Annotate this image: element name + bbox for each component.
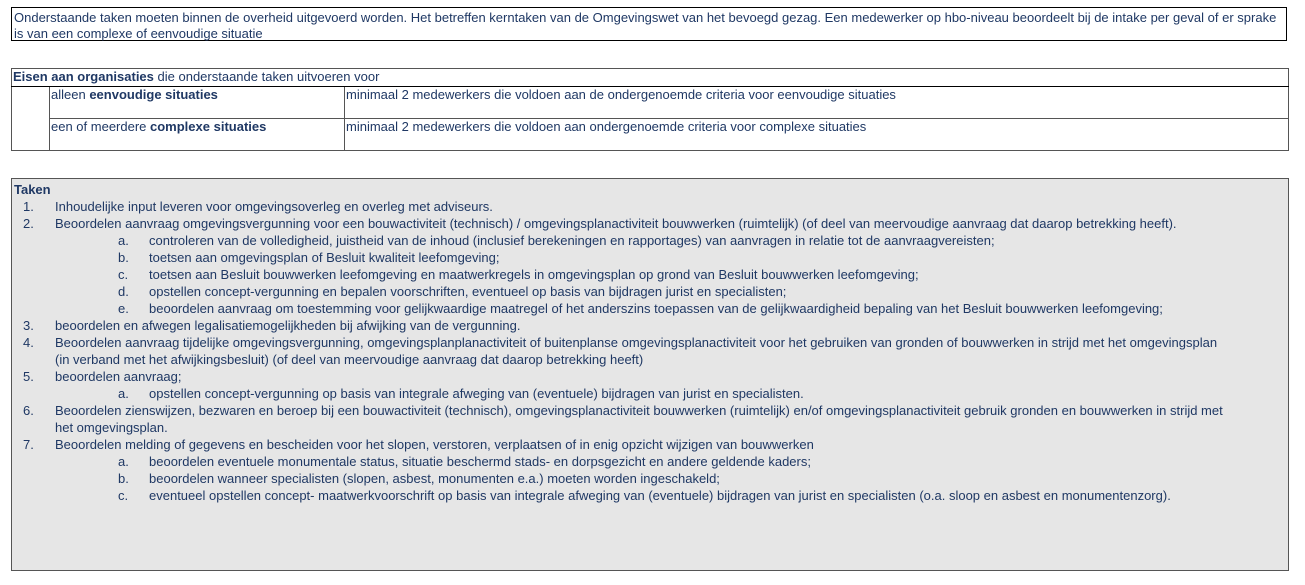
subtask-text: controleren van de volledigheid, juistheid van de inhoud (inclusief berekeningen en rapportages) van aanvragen in relatie tot de aanvraagvereisten; [149,233,995,248]
subtask-item [14,283,1286,300]
spacer-cell [12,87,50,151]
subtask-letter: d. [118,284,129,299]
task-item [14,368,1286,385]
subtask-letter: a. [118,454,129,469]
task-text: Inhoudelijke input leveren voor omgevingsoverleg en overleg met adviseurs. [55,199,493,214]
task-item [14,402,1286,436]
task-number: 3. [23,318,34,333]
subtask-letter: a. [118,386,129,401]
tasks-box [11,178,1289,571]
task-text: Beoordelen aanvraag tijdelijke omgevingsvergunning, omgevingsplanplanactiviteit of buitenplanse omgevingsplanactiviteit voor het gebruiken van gronden of bouwwerken in strijd met het omgevingsplan (in verband met het afwijkingsbesluit) (of deel van meervoudige aanvraag dat daarop betrekking heeft) [55,335,1218,367]
subtask-letter: b. [118,471,129,486]
subtask-item [14,232,1286,249]
subtask-text: beoordelen aanvraag om toestemming voor gelijkwaardige maatregel of het anderszins toepassen van de gelijkwaardigheid bepaling van het Besluit bouwwerken leefomgeving; [149,301,1163,316]
requirement-cell: minimaal 2 medewerkers die voldoen aan de ondergenoemde criteria voor eenvoudige situaties [345,87,1289,119]
subtask-letter: e. [118,301,129,316]
task-number: 7. [23,437,34,452]
subtask-text: beoordelen wanneer specialisten (slopen, asbest, monumenten e.a.) moeten worden ingeschakeld; [149,471,720,486]
subtask-letter: b. [118,250,129,265]
task-text: Beoordelen zienswijzen, bezwaren en beroep bij een bouwactiviteit (technisch), omgevingsplanactiviteit bouwwerken (ruimtelijk) en/of omgevingsplanactiviteit gebruik gronden en bouwwerken in strijd met het omgevingsplan. [55,403,1223,435]
task-text: Beoordelen melding of gegevens en bescheiden voor het slopen, verstoren, verplaatsen of in enig opzicht wijzigen van bouwwerken [55,437,814,452]
task-text: Beoordelen aanvraag omgevingsvergunning voor een bouwactiviteit (technisch) / omgevingsplanactiviteit bouwwerken (ruimtelijk) (of deel van meervoudige aanvraag dat daarop betrekking heeft). [55,216,1177,231]
subtask-item [14,300,1286,317]
requirements-header [12,69,1289,87]
subtask-letter: a. [118,233,129,248]
subtask-item [14,249,1286,266]
subtask-item [14,487,1286,504]
task-item [14,317,1286,334]
header-rest: die onderstaande taken uitvoeren voor [153,69,380,84]
situation-cell [50,87,345,119]
subtask-item [14,453,1286,470]
subtask-item [14,385,1286,402]
subtask-item [14,470,1286,487]
task-text: beoordelen aanvraag; [55,369,182,384]
task-number: 2. [23,216,34,231]
situation-bold: complexe situaties [150,119,267,134]
situation-bold: eenvoudige situaties [89,87,218,102]
situation-pre: een of meerdere [51,119,151,134]
subtask-text: opstellen concept-vergunning en bepalen voorschriften, eventueel op basis van bijdragen jurist en specialisten; [149,284,787,299]
subtask-item [14,266,1286,283]
tasks-list [14,198,1286,504]
task-number: 5. [23,369,34,384]
intro-text: Onderstaande taken moeten binnen de overheid uitgevoerd worden. Het betreffen kerntaken van de Omgevingswet van het bevoegd gezag. Een medewerker op hbo-niveau beoordeelt bij de intake per geval of er sprake is van een complexe of eenvoudige situatie [11,7,1287,41]
subtask-text: eventueel opstellen concept- maatwerkvoorschrift op basis van integrale afweging van (eventuele) bijdragen van jurist en specialisten (o.a. sloop en asbest en monumentenzorg). [149,488,1171,503]
task-item [14,436,1286,453]
task-item [14,334,1286,368]
task-item [14,215,1286,232]
requirement-cell: minimaal 2 medewerkers die voldoen aan ondergenoemde criteria voor complexe situaties [345,119,1289,151]
task-number: 1. [23,199,34,214]
subtask-text: toetsen aan Besluit bouwwerken leefomgeving en maatwerkregels in omgevingsplan op grond van Besluit bouwwerken leefomgeving; [149,267,919,282]
subtask-letter: c. [118,267,129,282]
task-number: 4. [23,335,34,350]
subtask-text: toetsen aan omgevingsplan of Besluit kwaliteit leefomgeving; [149,250,500,265]
task-text: beoordelen en afwegen legalisatiemogelijkheden bij afwijking van de vergunning. [55,318,521,333]
situation-pre: alleen [51,87,90,102]
situation-cell [50,119,345,151]
header-bold: Eisen aan organisaties [13,69,154,84]
subtask-text: opstellen concept-vergunning op basis van integrale afweging van (eventuele) bijdragen van jurist en specialisten. [149,386,804,401]
task-item [14,198,1286,215]
subtask-text: beoordelen eventuele monumentale status, situatie beschermd stads- en dorpsgezicht en andere geldende kaders; [149,454,811,469]
tasks-title: Taken [14,182,51,197]
task-number: 6. [23,403,34,418]
requirements-table [11,68,1289,151]
subtask-letter: c. [118,488,129,503]
